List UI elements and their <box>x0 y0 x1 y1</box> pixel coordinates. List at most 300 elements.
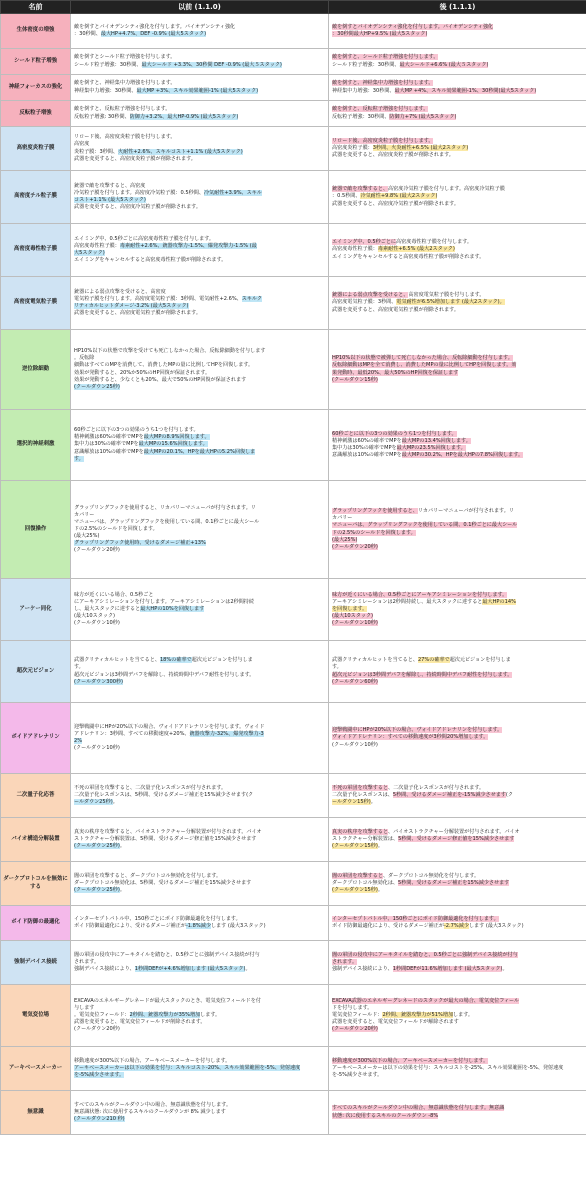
description-line <box>74 519 325 526</box>
highlighted-text: 3秒間、火炎耐性+6.5% (最大2スタック) <box>372 144 469 151</box>
highlighted-text: HP10%以下の状態で被弾して死亡しなかった場合、反転除細動を付与します。 <box>332 355 513 362</box>
description-text: にアーキアシミレーションを付与します。アーキアシミレーションは2秒間持続 <box>74 598 254 605</box>
highlighted-text: 果発動時、最低20%、最大50%のHP回復を保証します <box>332 369 459 376</box>
description-line <box>74 1005 325 1012</box>
description-text: (最大25%) <box>74 533 100 539</box>
perk-name: 超次元ビジョン <box>1 641 71 703</box>
description-line <box>332 62 583 69</box>
description-text: 。 <box>119 843 125 849</box>
description-line <box>74 873 325 880</box>
description-line <box>332 452 583 459</box>
description-text: 敵を倒すとバイオデンシティ強化を付与します。バイオデンシティ強化 <box>74 23 236 30</box>
after-description <box>329 1091 586 1135</box>
description-text: 移動速度が300%以下の場合、アーキベースメーカーを付与します。 <box>74 1057 231 1064</box>
highlighted-text: 防御力+3.2%、最大HP-0.9% (最大5スタック) <box>129 113 239 120</box>
description-text: 高密度 <box>74 141 90 148</box>
perk-name: 高密度電気粒子膜 <box>1 277 71 330</box>
highlighted-text: (最大25%) <box>332 536 358 543</box>
description-line <box>332 88 583 95</box>
description-text: エイミング中、0.5秒ごとに高密度毒性粒子膜を付与します。 <box>74 235 215 242</box>
before-description <box>71 1047 329 1091</box>
highlighted-text: 冷気耐性+3.9%、スキル <box>203 189 262 196</box>
highlighted-text: 最大HPの14% <box>482 598 516 605</box>
description-text: HP10%以下の状態で攻撃を受けても死亡しなかった場合、反転除細動を付与します <box>74 348 266 355</box>
table-row <box>1 224 586 277</box>
description-line <box>332 916 583 923</box>
description-line <box>74 724 325 731</box>
highlighted-text: 迎撃戦闘中にHPが20%以下の場合、ヴォイドアドレナリンを付与します。 <box>332 727 503 734</box>
description-line <box>74 1012 325 1019</box>
highlighted-text: 電気耐性が6.5%増加します (最大2スタック)。 <box>396 299 505 306</box>
before-description <box>71 774 329 818</box>
description-text: カバリー <box>332 515 353 522</box>
description-text: 高密度冷気粒子膜を付与します。高密度冷気粒子膜 <box>388 186 505 193</box>
after-description <box>329 774 586 818</box>
description-line <box>74 1116 325 1123</box>
description-text: 神経集中力増強：30秒間、 <box>332 87 395 94</box>
description-text: を-5%減少させます。 <box>332 1072 383 1078</box>
table-row <box>1 579 586 641</box>
description-text: (ク <box>505 791 514 798</box>
highlighted-text: 銃器で敵を攻撃すると、 <box>332 186 389 193</box>
description-line <box>332 508 583 515</box>
description-line <box>74 197 325 204</box>
highlighted-text: 最大MPの20.1%、HPを最大HPの5.2%回復しま <box>143 448 256 455</box>
description-line <box>74 923 325 930</box>
table-row <box>1 127 586 171</box>
description-line <box>74 456 325 463</box>
description-text: 。 <box>502 966 508 972</box>
description-text: 闇の軍団を攻撃すると、ダークプロトコル無効化を付与します。 <box>74 872 222 879</box>
description-text: 。 <box>245 966 251 972</box>
description-line <box>74 296 325 303</box>
highlighted-text: 火耐性+2.6%、スキルコスト+1.1% (最大5スタック) <box>118 148 243 155</box>
highlighted-text: 2秒間、銃器攻撃力が51%増加 <box>382 1011 454 1018</box>
table-row <box>1 49 586 75</box>
before-description <box>71 277 329 330</box>
highlighted-text: -1.8%減少 <box>185 923 211 929</box>
description-text: アドレナリン：3秒間、すべての移動速度+20%、 <box>74 730 190 737</box>
description-line <box>74 303 325 310</box>
description-text: 二次量子化レスポンスは、5秒間、受けるダメージ補正を15%減少させます(ク <box>74 791 254 798</box>
table-row <box>1 774 586 818</box>
description-text: リロード後、高密度炎粒子膜を付与します。 <box>74 134 176 141</box>
before-description <box>71 985 329 1047</box>
highlighted-text: 60秒ごとに以下の3つの効果のうち1つを付与します。 <box>332 430 457 437</box>
highlighted-text: グラップリングフック使用時、受けるダメージ補正+13% <box>74 540 206 547</box>
description-text: 高密度炎粒子膜： <box>332 144 373 151</box>
description-text: カバリー <box>74 511 95 518</box>
description-line <box>74 620 325 627</box>
description-text: 超次元ビジョンを付与しま <box>449 657 511 664</box>
highlighted-text: グラップリングフックを使用すると、 <box>332 508 418 515</box>
highlighted-text: 最大MP +4%、スキル効果範囲-1%、30秒間(最大5スタック) <box>394 87 537 94</box>
description-line <box>332 599 583 606</box>
description-line <box>74 24 325 31</box>
description-line <box>74 289 325 296</box>
description-line <box>332 613 583 620</box>
description-line <box>332 679 583 686</box>
description-text: 。 <box>119 887 125 893</box>
description-line <box>332 106 583 113</box>
table-row <box>1 330 586 410</box>
description-line <box>74 966 325 973</box>
description-line <box>74 836 325 843</box>
highlighted-text: 味方が近くにいる場合、0.5秒ごとにアーキアシミレーションを付与します。 <box>332 591 508 598</box>
description-text: 敵を倒すとシールド粒子増強を付与します。 <box>74 54 176 61</box>
before-description <box>71 906 329 941</box>
perk-name: 逆位除細動 <box>1 330 71 410</box>
description-line <box>332 792 583 799</box>
description-line <box>74 62 325 69</box>
perk-name: 生体密度の増強 <box>1 14 71 49</box>
highlighted-text: 大5スタック) <box>74 250 105 256</box>
description-line <box>332 1058 583 1065</box>
description-text: ドを付与します。 <box>332 1004 373 1011</box>
description-text: ：0.5秒間、 <box>332 193 361 200</box>
perk-name: 無意識 <box>1 1091 71 1135</box>
description-line <box>332 887 583 894</box>
description-text: 与します <box>74 1004 95 1011</box>
description-line <box>74 114 325 121</box>
description-text: 超次元ビジョンを付与しま <box>191 657 253 664</box>
description-text: シールド粒子増強：30秒間、 <box>332 61 400 68</box>
description-text: 電気粒子膜を付与します。高密度電気粒子膜：3秒間、電気耐性+2.6%、 <box>74 295 242 302</box>
table-row <box>1 277 586 330</box>
highlighted-text: 2秒間、銃器攻撃力が35%増加 <box>129 1011 201 1018</box>
description-line <box>74 236 325 243</box>
description-text: す。 <box>74 664 84 671</box>
description-line <box>332 664 583 671</box>
description-text: ストラクチャー分解装置は、 <box>332 835 399 842</box>
highlighted-text: リロード後、高密度炎粒子膜を付与します。 <box>332 137 434 144</box>
description-text: アーキアシミレーションは2秒間持続し、最大スタックに達すると <box>332 598 483 605</box>
table-row <box>1 101 586 127</box>
description-text: 、二次量子化レスポンスが付与されます。 <box>388 784 485 791</box>
description-line <box>74 533 325 540</box>
description-line <box>332 431 583 438</box>
highlighted-text: (クールダウン20秒) <box>332 1026 378 1033</box>
description-line <box>74 799 325 806</box>
perk-name: 二次量子化応答 <box>1 774 71 818</box>
highlighted-text: アーキベースメーカーは以下の効果を付与：スキルコスト-20%、スキル効果範囲を-5%、発射速度 <box>74 1064 301 1071</box>
description-text: 意識解放は10%の確率でMPを <box>74 448 144 455</box>
description-line <box>74 88 325 95</box>
highlighted-text: 最大シールド+6.6% (最大５スタック) <box>399 61 489 68</box>
description-line <box>332 880 583 887</box>
after-description <box>329 75 586 101</box>
description-line <box>332 952 583 959</box>
description-line <box>74 599 325 606</box>
description-text: エイミングをキャンセルすると高密度毒性粒子膜が削除されます。 <box>74 257 227 264</box>
perk-name: アーケー同化 <box>1 579 71 641</box>
description-line <box>332 307 583 314</box>
after-description <box>329 703 586 774</box>
description-text: マニューバは、グラップリングフックを使用している間、0.1秒ごとに最大シール <box>74 518 260 525</box>
table-row <box>1 641 586 703</box>
highlighted-text: 防御力+7% (最大5スタック) <box>389 113 457 120</box>
description-text: 。 <box>377 887 383 893</box>
before-description <box>71 127 329 171</box>
description-text: ドの2.5%のシールドを回復します。 <box>74 525 158 532</box>
highlighted-text: リティカルヒットダメージ-3.2% (最大5スタック) <box>74 303 189 309</box>
highlighted-text: 18%の確率で <box>159 657 192 664</box>
highlighted-text: されます。 <box>332 958 358 965</box>
description-line <box>74 785 325 792</box>
description-text: 武器を変更すると、高密度電気粒子膜が削除されます。 <box>74 310 201 317</box>
table-row <box>1 410 586 481</box>
description-text: (クールダウン10秒) <box>74 745 120 752</box>
after-description <box>329 171 586 224</box>
description-text: (クールダウン10秒) <box>74 620 120 627</box>
description-text: 。 <box>112 799 118 805</box>
highlighted-text: (クールダウン15秒) <box>332 843 378 849</box>
table-row <box>1 1047 586 1091</box>
description-line <box>332 1005 583 1012</box>
highlighted-text: 状態: 次に使用するスキルのクールダウン -8% <box>332 1112 439 1119</box>
description-line <box>74 843 325 850</box>
table-row <box>1 14 586 49</box>
table-row <box>1 818 586 862</box>
description-line <box>332 620 583 627</box>
description-line <box>74 657 325 664</box>
description-line <box>332 672 583 679</box>
highlighted-text: 闇の軍団を攻撃すると <box>332 872 383 879</box>
description-text: 迎撃戦闘中にHPが20%以下の場合、ヴォイドアドレナリンを付与します。ヴォイド <box>74 723 265 730</box>
perk-name: ボイドアドレナリン <box>1 703 71 774</box>
highlighted-text: 毒素耐性+6.5% (最大2スタック) <box>377 246 455 253</box>
description-line <box>332 606 583 613</box>
highlighted-text: ールダウン15秒) <box>332 799 371 805</box>
description-text: 。 <box>370 799 376 805</box>
description-line <box>332 299 583 306</box>
perk-name: ダークプロトコルを無効にする <box>1 862 71 906</box>
highlighted-text: 最大HP+4.7%、DEF -0.9% (最大5スタック) <box>100 31 207 37</box>
highlighted-text: (クールダウン20秒) <box>332 543 378 550</box>
description-line <box>74 106 325 113</box>
description-line <box>332 80 583 87</box>
description-text: 細動はすべてのMPを消費して、消費したMPの量に比例してHPを回復します。 <box>74 362 254 369</box>
description-line <box>74 613 325 620</box>
highlighted-text: 最大MPの13.4%回復します。 <box>401 437 471 444</box>
description-line <box>74 952 325 959</box>
highlighted-text: 最大MPの23.5%回復します。 <box>396 445 466 451</box>
description-text: (クールダウン20秒) <box>74 547 120 554</box>
description-line <box>332 370 583 377</box>
highlighted-text: ールダウン25秒) <box>74 799 113 805</box>
description-text: します (最大3スタック) <box>210 923 266 929</box>
highlighted-text: マニューバは、グラップリングフックを使用している間、0.1秒ごとに最大シール <box>332 522 518 529</box>
description-text: 銃器による弱点攻撃を受けると、高密度 <box>74 288 166 295</box>
after-description <box>329 1047 586 1091</box>
description-line <box>74 792 325 799</box>
description-line <box>332 836 583 843</box>
highlighted-text: (クールダウン25秒) <box>74 887 120 893</box>
description-text: 、ダークプロトコル無効化を付与します。 <box>382 872 480 879</box>
description-text: 敵を倒すと、神経集中力増強を付与します。 <box>74 80 176 87</box>
description-text: 。 <box>377 843 383 849</box>
after-description <box>329 224 586 277</box>
before-description <box>71 101 329 127</box>
description-text: (最大10スタック) <box>74 613 116 619</box>
description-line <box>332 873 583 880</box>
after-description <box>329 862 586 906</box>
description-line <box>74 745 325 752</box>
description-line <box>332 377 583 384</box>
description-text: 電気変位フィールド： <box>332 1011 383 1018</box>
description-line <box>74 540 325 547</box>
description-text: 高密度毒性粒子膜： <box>74 242 120 249</box>
description-text: 武器を変更すると、高密度炎粒子膜が削除されます。 <box>74 155 196 162</box>
highlighted-text: 銃器攻撃力-32%、爆発攻撃力-3 <box>189 730 264 737</box>
description-line <box>74 384 325 391</box>
description-text: 。反転除 <box>74 355 95 362</box>
perk-name: 強制デバイス接続 <box>1 941 71 985</box>
highlighted-text: 最大HPの10%を回復します <box>140 605 205 612</box>
header-before: 以前 (1.1.0) <box>71 1 329 14</box>
description-line <box>332 1019 583 1026</box>
before-description <box>71 410 329 481</box>
description-line <box>74 1058 325 1065</box>
before-description <box>71 481 329 579</box>
description-line <box>74 149 325 156</box>
perk-name: ボイド防御の最適化 <box>1 906 71 941</box>
before-description <box>71 862 329 906</box>
highlighted-text: 最大MP +3%、スキル効果範囲-1% (最大5スタック) <box>136 87 259 94</box>
description-text: ストラクチャー分解装置は、5秒間、受けるダメージ修正値を15%減少させます <box>74 835 257 842</box>
perk-name: 高密度炎粒子膜 <box>1 127 71 171</box>
before-description <box>71 641 329 703</box>
highlighted-text: 冷気耐性+9.8% (最大2スタック) <box>360 193 438 200</box>
description-line <box>74 526 325 533</box>
description-line <box>74 377 325 384</box>
table-row <box>1 862 586 906</box>
description-line <box>74 959 325 966</box>
after-description <box>329 579 586 641</box>
highlighted-text: 1秒間DEFが+4.6%増加します (最大5スタック) <box>134 966 246 972</box>
description-line <box>74 1065 325 1072</box>
before-description <box>71 330 329 410</box>
table-row <box>1 171 586 224</box>
description-text: 高密度電気粒子膜を付与します。 <box>408 292 485 299</box>
description-line <box>332 959 583 966</box>
after-description <box>329 14 586 49</box>
description-line <box>74 887 325 894</box>
description-line <box>74 250 325 257</box>
highlighted-text: 最大シールド +3.3%、30秒間 DEF -0.9% (最大５スタック) <box>141 61 282 68</box>
description-text: 強制デバイス接続により、 <box>74 966 135 972</box>
after-description <box>329 410 586 481</box>
highlighted-text: を-5%減少させます。 <box>74 1072 125 1078</box>
after-description <box>329 941 586 985</box>
description-line <box>74 606 325 613</box>
description-text: 敵を倒すと、反転粒子増強を付与します。 <box>74 106 171 113</box>
description-text: 反転粒子増強: 30秒間、 <box>74 113 130 120</box>
highlighted-text: 最大MPの15.6%回復します。 <box>138 441 208 448</box>
description-text: 神経集中力増強：30秒間、 <box>74 87 137 94</box>
after-description <box>329 49 586 75</box>
description-line <box>332 1065 583 1072</box>
highlighted-text: 敵を倒すと、シールド粒子増強を付与します。 <box>332 54 439 61</box>
description-line <box>74 243 325 250</box>
description-line <box>332 1072 583 1079</box>
description-text: 闇の軍団の侵攻中にアーキタイルを踏むと、0.5秒ごとに強制デバイス接続が付与 <box>74 951 260 958</box>
description-line <box>74 348 325 355</box>
description-text: 二次量子化レスポンスは、 <box>332 791 393 798</box>
highlighted-text: 敵を倒すとバイオデンシティ強化を付与します。バイオデンシティ強化 <box>332 23 494 30</box>
description-text: 炎粒子膜：3秒間、 <box>74 148 118 155</box>
description-line <box>332 254 583 261</box>
highlighted-text: (クールダウン10秒) <box>332 620 378 627</box>
highlighted-text: 銃器による弱点攻撃を受けると、 <box>332 292 409 299</box>
description-line <box>74 134 325 141</box>
description-line <box>332 445 583 452</box>
description-text: 。電気変位フィールド： <box>74 1011 130 1018</box>
after-description <box>329 101 586 127</box>
highlighted-text: (クールダウン25秒) <box>74 843 120 849</box>
highlighted-text: 最大MPの8.9%回復します。 <box>143 434 210 441</box>
description-text: ：30秒間、 <box>74 31 101 37</box>
before-description <box>71 703 329 774</box>
description-text: 集中力は30%の確率でMPを <box>74 441 139 448</box>
highlighted-text: 敵を倒すと、神経集中力増強を付与します。 <box>332 80 434 87</box>
description-text: インターセプトバトル中、150秒ごとにボイド防御最適化を付与します。 <box>74 915 241 922</box>
description-line <box>332 201 583 208</box>
highlighted-text: (クールダウン210 秒) <box>74 1116 125 1122</box>
description-text: す。 <box>332 664 342 671</box>
description-line <box>74 547 325 554</box>
description-line <box>332 799 583 806</box>
description-text: エイミングをキャンセルすると高密度毒性粒子膜が削除されます。 <box>332 253 485 260</box>
description-text: ダークプロトコル無効化は、 <box>332 879 399 886</box>
description-line <box>74 916 325 923</box>
table-row <box>1 941 586 985</box>
before-description <box>71 1091 329 1135</box>
description-line <box>74 1019 325 1026</box>
description-text: 真実の秩序を攻撃すると、バイオストラクチャー分解装置が付与されます。バイオ <box>74 828 262 835</box>
description-line <box>74 31 325 38</box>
description-line <box>74 141 325 148</box>
perk-name: シールド粒子増強 <box>1 49 71 75</box>
description-line <box>332 246 583 253</box>
description-line <box>332 537 583 544</box>
before-description <box>71 579 329 641</box>
table-row <box>1 906 586 941</box>
description-text: 銃器で敵を攻撃すると、高密度 <box>74 182 146 189</box>
highlighted-text: EXCAVA武器のエネルギーグレネードのスタックが最大の場合、電気変位フィール <box>332 997 520 1004</box>
description-line <box>332 742 583 749</box>
highlighted-text: を回復します。 <box>332 605 368 612</box>
description-line <box>74 441 325 448</box>
description-line <box>74 54 325 61</box>
perk-name: バイオ構造分解装置 <box>1 818 71 862</box>
description-line <box>74 449 325 456</box>
highlighted-text: すべてのスキルがクールダウン中の場合、無意識状態を付与します。無意識 <box>332 1105 505 1112</box>
description-text: 無意識状態: 次に使用するスキルのクールダウンが 8% 減少します <box>74 1108 226 1115</box>
description-line <box>332 1105 583 1112</box>
after-description <box>329 330 586 410</box>
description-text: します。 <box>453 1011 474 1018</box>
highlighted-text: (最大10スタック) <box>332 613 374 619</box>
description-line <box>332 138 583 145</box>
header-after: 後 (1.1.1) <box>329 1 586 14</box>
description-line <box>332 843 583 850</box>
highlighted-text: 真実の秩序を攻撃すると <box>332 828 389 835</box>
description-text: ダークプロトコル無効化は、5秒間、受けるダメージ補正を15%減少させます <box>74 879 252 886</box>
description-line <box>332 438 583 445</box>
after-description <box>329 985 586 1047</box>
description-line <box>332 734 583 741</box>
